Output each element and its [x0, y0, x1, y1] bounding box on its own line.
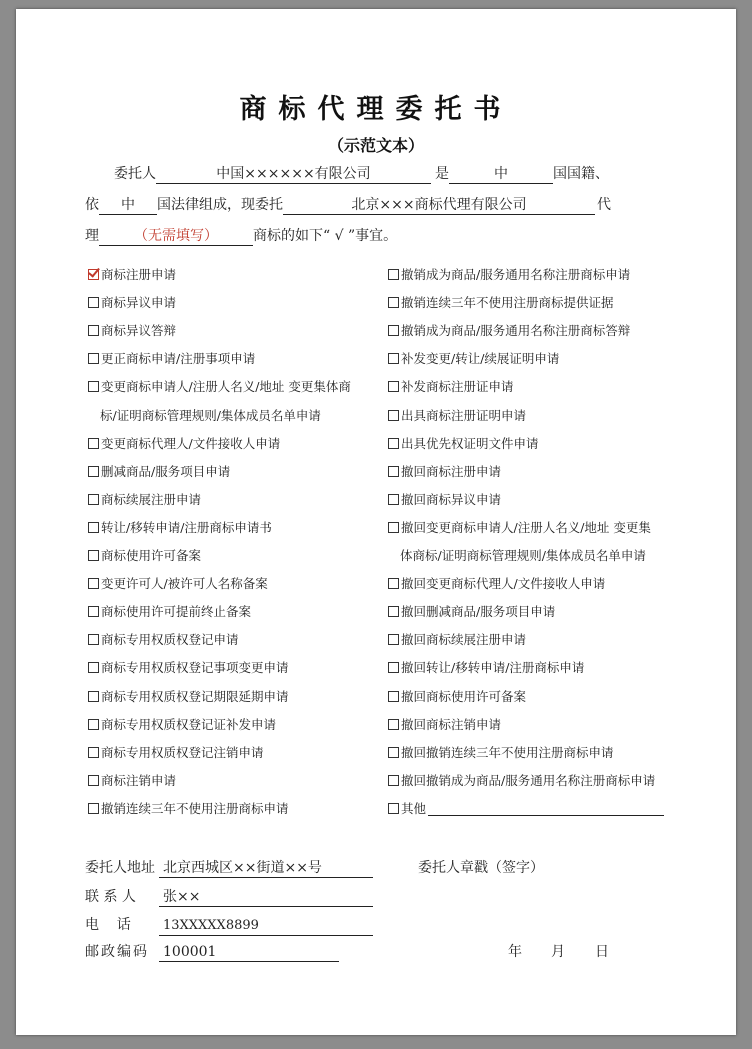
postcode-row: [85, 941, 339, 962]
left-item: [88, 408, 321, 424]
left-item: [88, 379, 351, 395]
item-label: 撤回删减商品/服务项目申请: [401, 604, 556, 620]
checkbox[interactable]: [388, 410, 399, 421]
left-item: [88, 801, 289, 817]
right-item: [388, 576, 605, 592]
item-label: 撤销成为商品/服务通用名称注册商标申请: [401, 267, 631, 282]
phone-label: 电 话: [85, 917, 131, 933]
item-label: 撤回商标异议申请: [401, 491, 502, 507]
left-item: [88, 464, 230, 480]
item-label: 变更许可人/被许可人名称备案: [101, 576, 268, 592]
page-title: 商标代理委托书: [239, 94, 513, 125]
right-item: [388, 745, 614, 761]
right-item: [388, 408, 526, 424]
right-item: [388, 801, 664, 817]
item-label: 撤回商标注销申请: [401, 716, 502, 732]
checkbox[interactable]: [88, 269, 99, 280]
checkbox[interactable]: [88, 747, 99, 758]
item-label: 商标异议申请: [101, 295, 177, 311]
left-item: [88, 717, 276, 733]
checkbox[interactable]: [88, 634, 99, 645]
checkbox[interactable]: [388, 438, 399, 449]
item-label: 撤回撤销成为商品/服务通用名称注册商标申请: [401, 772, 656, 788]
item-label: 撤销连续三年不使用注册商标提供证据: [401, 295, 614, 311]
left-item: [88, 576, 268, 592]
left-item: [88, 632, 239, 648]
item-label: 撤回商标续展注册申请: [401, 632, 527, 648]
checkbox[interactable]: [388, 381, 399, 392]
checkbox[interactable]: [88, 438, 99, 449]
checkbox[interactable]: [88, 522, 99, 533]
intro-line-1: [114, 163, 609, 184]
left-item: [88, 548, 201, 564]
item-label: 出具商标注册证明申请: [401, 407, 527, 423]
mark-suffix: 商标的如下“ √ ”事宜。: [253, 228, 398, 244]
item-label: 删减商品/服务项目申请: [101, 463, 231, 479]
checkbox[interactable]: [88, 691, 99, 702]
left-item: [88, 323, 176, 339]
checkbox[interactable]: [88, 381, 99, 392]
left-item: [88, 295, 176, 311]
item-label: 变更商标申请人/注册人名义/地址 变更集体商: [101, 379, 351, 395]
checkbox[interactable]: [388, 297, 399, 308]
left-item: [88, 773, 176, 789]
item-label: 商标续展注册申请: [101, 491, 202, 507]
checkbox[interactable]: [388, 325, 399, 336]
item-label: 出具优先权证明文件申请: [401, 435, 539, 451]
address-row: [85, 857, 373, 878]
right-item: [388, 548, 646, 564]
right-item: [388, 660, 584, 676]
is-label: 是: [435, 166, 449, 182]
item-label: 撤回转让/移转申请/注册商标申请: [401, 660, 585, 676]
right-item: [388, 604, 555, 620]
postcode-field: 100001: [159, 943, 339, 962]
checkbox[interactable]: [88, 662, 99, 673]
law-country-field: 中: [99, 196, 157, 215]
right-item: [388, 689, 526, 705]
item-label: 商标注销申请: [101, 772, 177, 788]
item-label: 商标专用权质权登记事项变更申请: [101, 660, 289, 676]
right-item: [388, 632, 526, 648]
nationality-suffix: 国国籍、: [553, 166, 609, 182]
right-item: [388, 492, 501, 508]
other-input-line[interactable]: [428, 801, 664, 816]
law-prefix: 依: [85, 197, 99, 213]
contact-field: 张××: [159, 888, 373, 907]
intro-line-2: [85, 194, 611, 215]
item-label: 商标注册申请: [101, 267, 177, 282]
mark-name-field: （无需填写）: [99, 227, 253, 246]
item-label: 商标使用许可备案: [101, 548, 202, 563]
checkbox[interactable]: [88, 297, 99, 308]
checkbox[interactable]: [388, 466, 399, 477]
client-label: 委托人: [114, 166, 156, 182]
checkbox[interactable]: [88, 353, 99, 364]
right-item: [388, 436, 539, 452]
checkbox[interactable]: [388, 803, 399, 814]
item-label: 撤回变更商标代理人/文件接收人申请: [401, 576, 606, 592]
address-label: 委托人地址: [85, 860, 155, 876]
nationality-field: 中: [449, 165, 553, 184]
checkbox[interactable]: [388, 747, 399, 758]
checkbox[interactable]: [88, 578, 99, 589]
left-item: [88, 267, 176, 283]
date-day: 日: [595, 944, 609, 960]
date-year: 年: [508, 944, 522, 960]
item-label: 商标专用权质权登记申请: [101, 632, 239, 648]
item-label: 撤回商标注册申请: [401, 463, 502, 479]
left-item: [88, 660, 289, 676]
item-label: 补发变更/转让/续展证明申请: [401, 351, 560, 367]
item-label: 商标专用权质权登记注销申请: [101, 744, 264, 760]
checkbox[interactable]: [88, 550, 99, 561]
contact-row: [85, 886, 373, 907]
right-item: [388, 351, 559, 367]
item-label: 补发商标注册证申请: [401, 379, 514, 395]
postcode-label: 邮政编码: [85, 944, 149, 960]
intro-line-3: [85, 225, 397, 246]
left-item: [88, 689, 289, 705]
left-item: [88, 520, 272, 536]
phone-row: [85, 914, 373, 936]
client-name-field: 中国××××××有限公司: [156, 165, 431, 184]
checkbox[interactable]: [388, 634, 399, 645]
item-label: 转让/移转申请/注册商标申请书: [101, 519, 272, 535]
item-label: 商标异议答辩: [101, 323, 177, 339]
checkbox[interactable]: [388, 578, 399, 589]
checkbox[interactable]: [88, 606, 99, 617]
page-subtitle: （示范文本）: [327, 136, 424, 155]
seal-label: 委托人章戳（签字）: [418, 860, 544, 876]
item-label: 撤销连续三年不使用注册商标申请: [101, 800, 289, 816]
checkbox[interactable]: [388, 662, 399, 673]
document-page: [16, 9, 736, 1035]
checkbox[interactable]: [388, 775, 399, 786]
right-item: [388, 267, 630, 283]
item-label: 撤回商标使用许可备案: [401, 688, 527, 704]
left-item: [88, 745, 264, 761]
contact-label: 联 系 人: [85, 889, 136, 905]
right-item: [388, 323, 630, 339]
checkbox[interactable]: [88, 803, 99, 814]
address-field: 北京西城区××街道××号: [159, 859, 373, 878]
left-item: [88, 351, 255, 367]
checkbox[interactable]: [388, 269, 399, 280]
item-label: 更正商标申请/注册事项申请: [101, 351, 256, 367]
left-item: [88, 604, 251, 620]
date-month: 月: [551, 944, 565, 960]
item-label: 商标专用权质权登记证补发申请: [101, 716, 277, 732]
checkbox[interactable]: [388, 353, 399, 364]
right-item: [388, 379, 514, 395]
checkbox[interactable]: [88, 494, 99, 505]
left-item: [88, 436, 280, 452]
checkbox[interactable]: [88, 325, 99, 336]
right-item: [388, 295, 614, 311]
checkbox[interactable]: [388, 522, 399, 533]
checkbox[interactable]: [388, 719, 399, 730]
checkbox[interactable]: [88, 719, 99, 730]
right-item: [388, 773, 655, 789]
checkbox[interactable]: [88, 466, 99, 477]
checkbox[interactable]: [388, 494, 399, 505]
checkbox[interactable]: [88, 775, 99, 786]
item-label: 撤回变更商标申请人/注册人名义/地址 变更集: [401, 519, 651, 535]
checkbox[interactable]: [388, 691, 399, 702]
item-label: 其他: [401, 800, 427, 816]
mark-prefix: 理: [85, 228, 99, 244]
item-label: 变更商标代理人/文件接收人申请: [101, 435, 281, 451]
right-item: [388, 717, 501, 733]
law-mid: 国法律组成，现委托: [157, 197, 283, 213]
item-label: 撤回撤销连续三年不使用注册商标申请: [401, 744, 614, 760]
left-item: [88, 492, 201, 508]
item-label: 商标使用许可提前终止备案: [101, 604, 252, 620]
right-item: [388, 464, 501, 480]
agency-name-field: 北京×××商标代理有限公司: [283, 196, 595, 215]
item-label: 标/证明商标管理规则/集体成员名单申请: [100, 407, 321, 423]
checkbox[interactable]: [388, 606, 399, 617]
law-suffix: 代: [597, 197, 611, 213]
phone-field: 13XXXXX8899: [159, 917, 373, 936]
right-item: [388, 520, 651, 536]
item-label: 撤销成为商品/服务通用名称注册商标答辩: [401, 323, 631, 339]
item-label: 体商标/证明商标管理规则/集体成员名单申请: [400, 548, 646, 563]
item-label: 商标专用权质权登记期限延期申请: [101, 688, 289, 704]
